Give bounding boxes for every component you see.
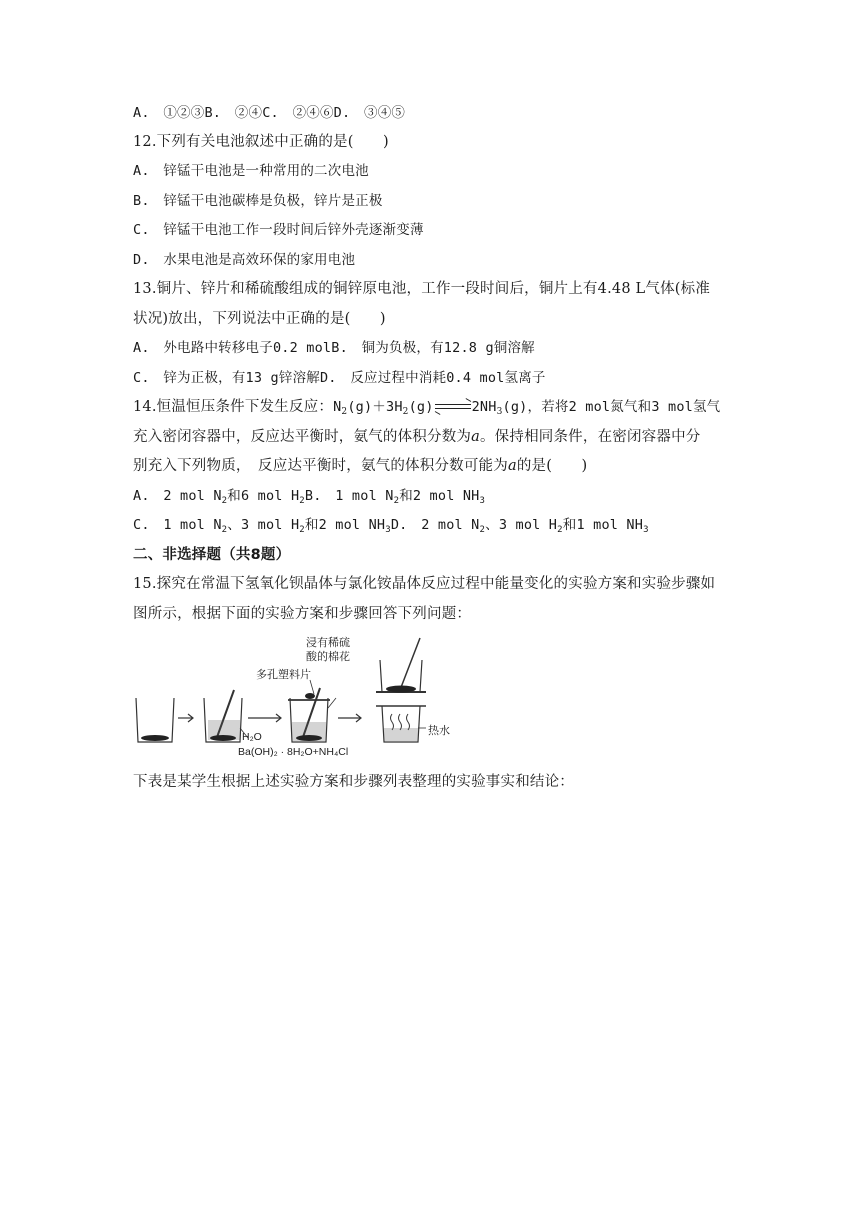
- q14-eq-mid1: (g)＋3H: [347, 399, 403, 415]
- q14-opt-a: A. 2 mol N: [133, 488, 222, 504]
- q15-stem-line1: 15.探究在常温下氢氧化钡晶体与氯化铵晶体反应过程中能量变化的实验方案和实验步骤如: [133, 576, 716, 592]
- q14-opt-c-mid1: 、3 mol H: [227, 517, 300, 533]
- q14-opt-b: B. 1 mol N: [304, 488, 394, 504]
- q12-option-a: A. 锌锰干电池是一种常用的二次电池: [133, 163, 369, 179]
- q13-stem-line1: 13.铜片、锌片和稀硫酸组成的铜锌原电池，工作一段时间后，铜片上有4.48 L气体(标准: [133, 281, 711, 297]
- q14-stem3-text: 别充入下列物质， 反应达平衡时，氨气的体积分数可能为: [133, 458, 508, 474]
- q12-option-d: D. 水果电池是高效环保的家用电池: [133, 252, 356, 268]
- sub: 2: [557, 525, 563, 535]
- sub: 2: [221, 496, 228, 506]
- q14-stem-line2: [133, 427, 733, 447]
- q14-options-cd: [133, 515, 733, 540]
- section-title: 二、非选择题（共8题）: [133, 547, 291, 563]
- q11-options: A. ①②③B. ②④C. ②④⑥D. ③④⑤: [133, 105, 406, 121]
- q14-eq-n: N: [333, 399, 342, 415]
- sub: 2: [299, 525, 305, 535]
- q14-var-a-2: a: [507, 458, 517, 474]
- q14-opt-c: C. 1 mol N: [133, 517, 222, 533]
- figure-label-plate: 多孔塑料片: [256, 668, 311, 681]
- experiment-diagram: [130, 632, 460, 762]
- q14-stem-line3: [133, 456, 733, 476]
- q14-eq-n-sub: 2: [341, 407, 348, 417]
- q14-opt-d-mid2: 和1 mol NH: [562, 517, 644, 533]
- q15-after-text: 下表是某学生根据上述实验方案和步骤列表整理的实验事实和结论：: [133, 774, 574, 790]
- sub: 2: [479, 525, 486, 535]
- sub: 2: [393, 496, 400, 506]
- sub: 2: [221, 525, 228, 535]
- q14-eq-h-sub: 2: [402, 407, 409, 417]
- q14-var-a: a: [471, 429, 480, 445]
- sub: 3: [479, 496, 486, 506]
- q13-options-cd: C. 锌为正极，有13 g锌溶解D. 反应过程中消耗0.4 mol氢离子: [133, 370, 546, 386]
- figure-label-water: H₂O: [242, 731, 262, 743]
- q14-stem3-end: 的是( ): [516, 458, 588, 474]
- q12-option-c: C. 锌锰干电池工作一段时间后锌外壳逐渐变薄: [133, 222, 424, 238]
- q14-stem2-end: 。保持相同条件，在密闭容器中分: [479, 429, 701, 445]
- q14-stem-line1: [133, 397, 733, 422]
- q14-opt-c-mid2: 和2 mol NH: [304, 517, 386, 533]
- q14-options-ab: [133, 486, 733, 511]
- figure-label-cotton-2: 酸的棉花: [306, 650, 350, 663]
- q13-stem-line2: 状况)放出，下列说法中正确的是( ): [133, 311, 386, 327]
- figure-label-cotton-1: 浸有稀硫: [306, 636, 350, 649]
- q13-options-ab: A. 外电路中转移电子0.2 molB. 铜为负极，有12.8 g铜溶解: [133, 340, 535, 356]
- q12-stem: 12.下列有关电池叙述中正确的是( ): [133, 134, 389, 150]
- sub: 3: [643, 525, 649, 535]
- q14-eq-rhs: 2NH: [471, 399, 497, 415]
- q14-eq-rhs-sub: 3: [496, 407, 503, 417]
- figure-label-reagents: Ba(OH)₂ · 8H₂O+NH₄Cl: [238, 746, 349, 758]
- q14-stem-intro: 14.恒温恒压条件下发生反应：: [133, 399, 334, 415]
- q14-opt-b-mid: 和2 mol NH: [399, 488, 480, 504]
- q14-opt-d-mid1: 、3 mol H: [485, 517, 558, 533]
- q14-eq-end: (g)，若将2 mol氮气和3 mol氢气: [502, 399, 721, 415]
- figure-label-hot-water: 热水: [428, 724, 450, 737]
- experiment-figure: [130, 632, 460, 762]
- q14-eq-mid2: (g): [408, 399, 434, 415]
- sub: 2: [299, 496, 305, 506]
- q14-opt-d: D. 2 mol N: [390, 517, 480, 533]
- q15-stem-line2: 图所示，根据下面的实验方案和步骤回答下列问题：: [133, 606, 472, 622]
- sub: 3: [385, 525, 391, 535]
- q12-option-b: B. 锌锰干电池碳棒是负极，锌片是正极: [133, 193, 383, 209]
- equilibrium-arrow-icon: [435, 402, 471, 412]
- q14-stem2-text: 充入密闭容器中，反应达平衡时，氨气的体积分数为: [133, 429, 472, 445]
- q14-opt-a-mid: 和6 mol H: [227, 488, 300, 504]
